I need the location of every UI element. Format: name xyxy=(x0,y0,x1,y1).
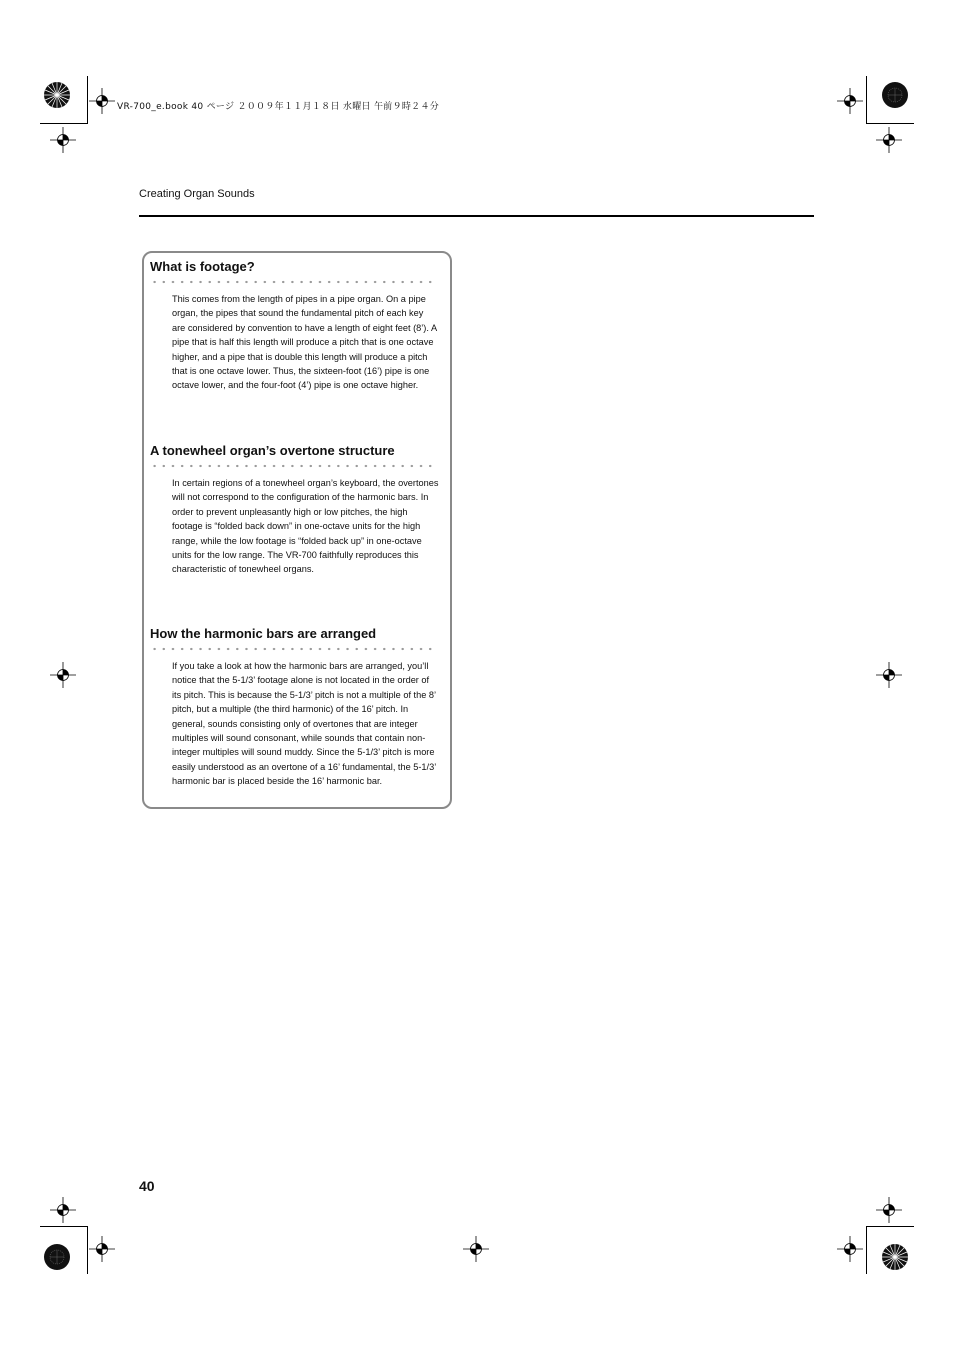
section-heading: What is footage? xyxy=(150,259,255,274)
print-slug: VR-700_e.book 40 ページ ２００９年１１月１８日 水曜日 午前９時２４分 xyxy=(117,102,440,112)
running-head: Creating Organ Sounds xyxy=(139,188,255,200)
header-rule xyxy=(139,215,814,217)
registration-crosshair-icon xyxy=(876,127,902,153)
section-tonewheel-overtone xyxy=(150,443,440,577)
crop-mark xyxy=(87,1226,88,1274)
registration-rosette-icon xyxy=(881,1243,909,1271)
registration-crosshair-icon xyxy=(50,662,76,688)
registration-crosshair-icon xyxy=(837,88,863,114)
section-heading: How the harmonic bars are arranged xyxy=(150,626,377,641)
section-harmonic-bars-arranged xyxy=(150,626,440,789)
crop-mark xyxy=(40,123,88,124)
page-number: 40 xyxy=(139,1178,155,1194)
crop-mark xyxy=(866,1226,914,1227)
section-body: In certain regions of a tonewheel organ’s keyboard, the overtones will not correspond to the configuration of the harmonic bars. In order to prevent unpleasantly high or low pitches, the high footage is “folded back down” in one-octave units for the high range, while the low footage is “folded back up” in one-octave units for the low range. The VR-700 faithfully reproduces this characteristic of tonewheel organs. xyxy=(172,478,439,575)
registration-crosshair-icon xyxy=(50,127,76,153)
registration-crosshair-icon xyxy=(89,88,115,114)
registration-crosshair-icon xyxy=(50,1197,76,1223)
registration-crosshair-icon xyxy=(876,662,902,688)
registration-crosshair-icon xyxy=(837,1236,863,1262)
section-body: If you take a look at how the harmonic bars are arranged, you’ll notice that the 5-1/3’ footage alone is not located in the order of its pitch. This is because the 5-1/3’ pitch is not a multiple of the 8’ pitch, but a multiple (the third harmonic) of the 16’ pitch. In general, sounds consisting only of overtones that are integer multiples will sound consonant, while sounds that contain non-integer multiples will sound muddy. Since the 5-1/3’ pitch is more easily understood as an overtone of a 16’ fundamental, the 5-1/3’ harmonic bar is placed beside the 16’ harmonic bar. xyxy=(172,661,436,787)
dotted-divider xyxy=(150,647,438,651)
registration-rosette-icon xyxy=(43,81,71,109)
registration-crosshair-icon xyxy=(463,1236,489,1262)
crop-mark xyxy=(866,76,867,124)
dotted-divider xyxy=(150,464,438,468)
registration-rosette-icon xyxy=(881,81,909,109)
registration-rosette-icon xyxy=(43,1243,71,1271)
dotted-divider xyxy=(150,280,438,284)
section-what-is-footage xyxy=(150,259,440,393)
section-body: This comes from the length of pipes in a pipe organ. On a pipe organ, the pipes that sound the fundamental pitch of each key are considered by convention to have a length of eight feet (8’). A pipe that is half this length will produce a pitch that is one octave higher, and a pipe that is double this length will produce a pitch that is one octave lower. Thus, the sixteen-foot (16’) pipe is one octave lower, and the four-foot (4’) pipe is one octave higher. xyxy=(172,294,437,391)
crop-mark xyxy=(87,76,88,124)
registration-crosshair-icon xyxy=(89,1236,115,1262)
crop-mark xyxy=(866,123,914,124)
registration-crosshair-icon xyxy=(876,1197,902,1223)
section-heading: A tonewheel organ’s overtone structure xyxy=(150,443,395,458)
crop-mark xyxy=(40,1226,88,1227)
crop-mark xyxy=(866,1226,867,1274)
